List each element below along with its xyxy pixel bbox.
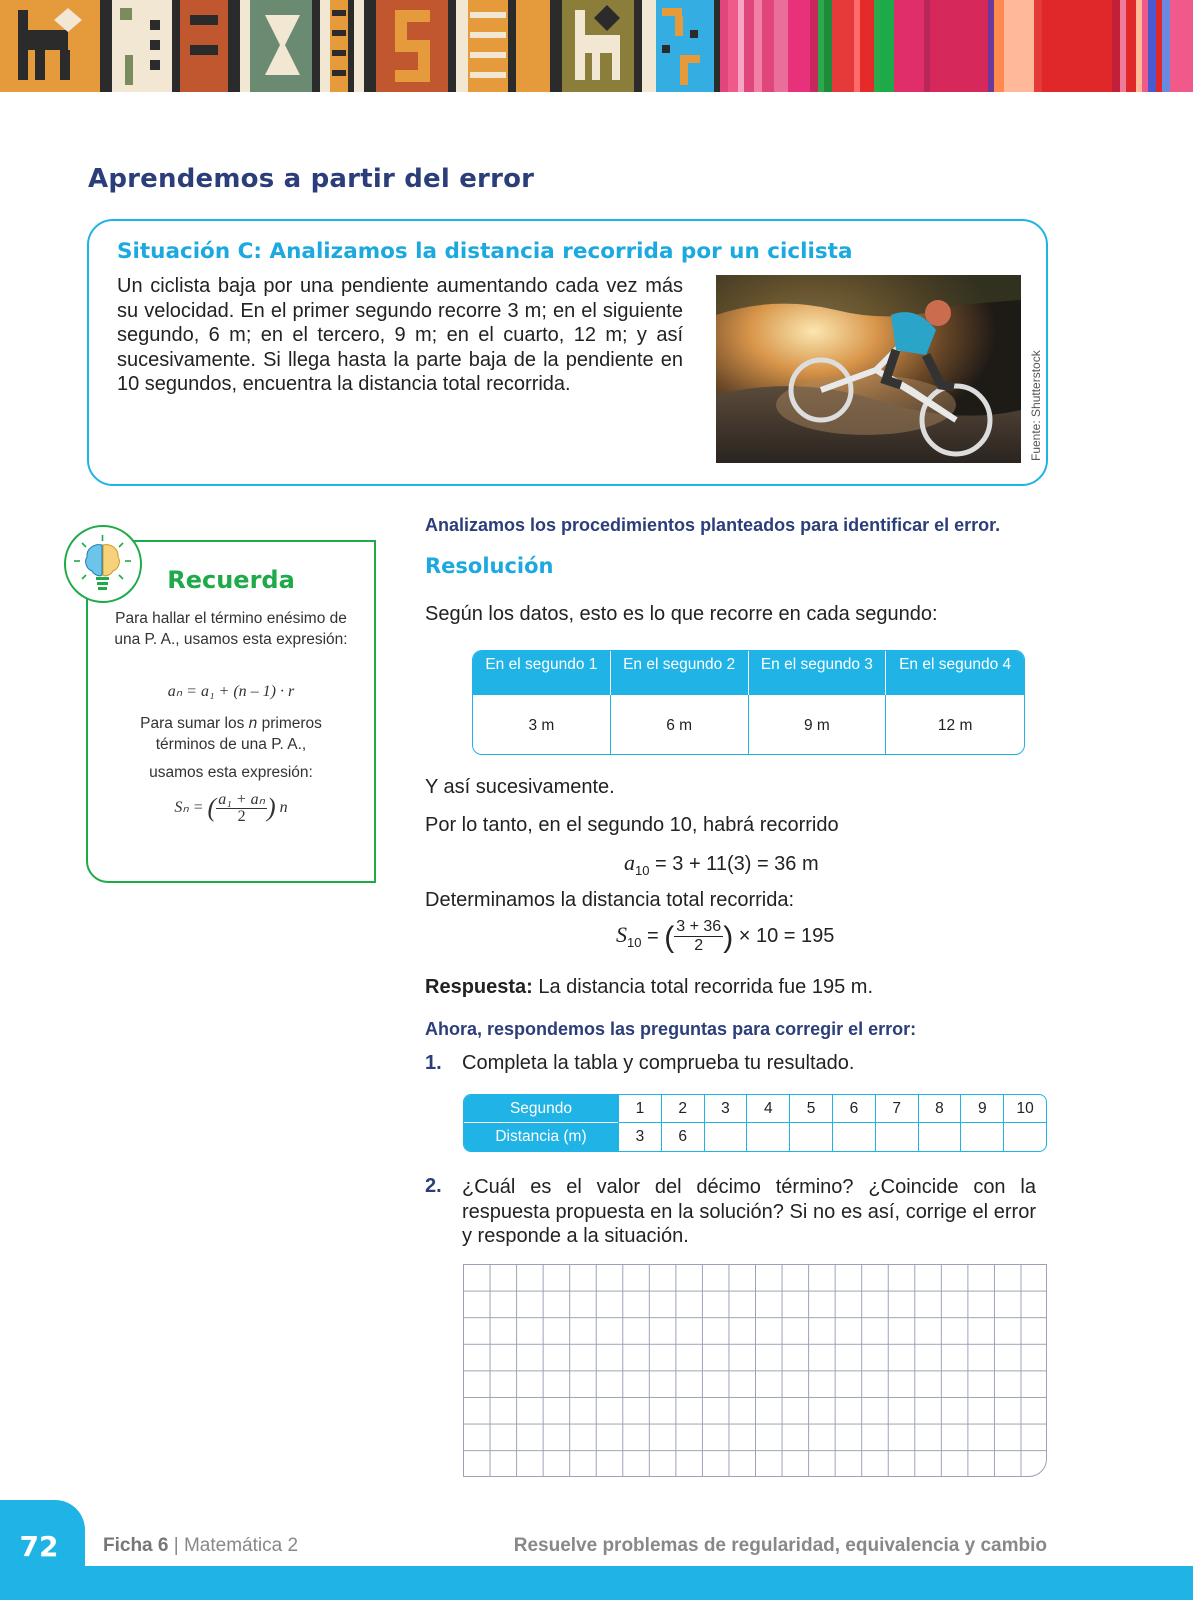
table-cell: 1 (618, 1095, 661, 1123)
equation-a10: $a_{10} = 3 + 11(3) = 36$ m (624, 850, 819, 878)
textile-pattern-image (0, 0, 1193, 92)
photo-credit: Fuente: Shutterstock (1029, 350, 1043, 461)
formula-sum: Sₙ = ( $\frac{\text{a₁ + aₙ}}{2}$ ) n (174, 791, 288, 825)
table-cell: 8 (918, 1095, 961, 1123)
row-label-segundo: Segundo (464, 1095, 618, 1123)
footer-bar (0, 1566, 1193, 1600)
recuerda-text-sum: Para sumar los n primeros términos de una P. A., (140, 715, 322, 753)
table-cell: 3 m (473, 695, 611, 754)
recuerda-text-nth-term: Para hallar el término enésimo de una P. A., usamos esta expresión: (114, 610, 348, 648)
blank-answer-cell[interactable] (918, 1123, 961, 1151)
footer-ficha: Ficha 6 | Matemática 2 (103, 1535, 299, 1556)
segment-distance-table (472, 650, 1025, 755)
recuerda-text-expression: usamos esta expresión: (149, 764, 313, 781)
blank-answer-cell[interactable] (789, 1123, 832, 1151)
line-therefore: Por lo tanto, en el segundo 10, habrá recorrido (425, 814, 839, 836)
page-number: 72 (19, 1530, 59, 1563)
answer-grid-area[interactable] (463, 1264, 1047, 1477)
complete-table (463, 1094, 1047, 1152)
table-header: En el segundo 1 (473, 651, 611, 695)
table-cell: 6 (661, 1123, 704, 1151)
answer-line: Respuesta: La distancia total recorrida fue 195 m. (425, 976, 873, 998)
table-cell: 6 m (611, 695, 749, 754)
analysis-intro: Analizamos los procedimientos planteados para identificar el error. (425, 515, 1001, 535)
table-cell: 6 (832, 1095, 875, 1123)
question-2-text: ¿Cuál es el valor del décimo término? ¿Coincide con la respuesta propuesta en la solución? Si no es así, corrige el error y responde a la situación. (462, 1176, 1036, 1248)
brain-lightbulb-icon (64, 525, 142, 603)
situation-title: Situación C: Analizamos la distancia recorrida por un ciclista (117, 239, 853, 264)
equation-s10: $S_{10}$ = ( $\frac{3 + 36}{2}$ ) × 10 = 195 (616, 918, 835, 954)
question-number: 1. (425, 1052, 442, 1074)
blank-answer-cell[interactable] (875, 1123, 918, 1151)
blank-answer-cell[interactable] (1003, 1123, 1046, 1151)
table-cell: 10 (1003, 1095, 1046, 1123)
table-header: En el segundo 2 (611, 651, 749, 695)
question-1-text: Completa la tabla y comprueba tu resultado. (462, 1052, 855, 1074)
table-cell: 2 (661, 1095, 704, 1123)
decorative-textile-banner (0, 0, 1193, 92)
blank-answer-cell[interactable] (960, 1123, 1003, 1151)
table-cell: 12 m (937, 717, 973, 734)
data-line: Según los datos, esto es lo que recorre en cada segundo: (425, 603, 938, 625)
table-cell: 4 (746, 1095, 789, 1123)
question-number: 2. (425, 1175, 442, 1197)
table-cell: 3 (704, 1095, 747, 1123)
cyclist-photo (716, 275, 1021, 463)
table-header: En el segundo 3 (749, 651, 887, 695)
resolution-title: Resolución (425, 554, 554, 578)
footer-competency: Resuelve problemas de regularidad, equivalencia y cambio (513, 1535, 1047, 1556)
situation-box (87, 219, 1048, 486)
situation-text: Un ciclista baja por una pendiente aumentando cada vez más su velocidad. En el primer segundo recorre 3 m; en el siguiente segundo, 6 m; en el tercero, 9 m; en el cuarto, 12 m; y así sucesivamente. Si llega hasta la parte baja de la pendiente en 10 segundos, encuentra la distancia total recorrida. (117, 275, 683, 396)
blank-answer-cell[interactable] (746, 1123, 789, 1151)
section-title: Aprendemos a partir del error (88, 164, 535, 194)
table-cell: 9 (960, 1095, 1003, 1123)
blank-answer-cell[interactable] (832, 1123, 875, 1151)
blank-answer-cell[interactable] (704, 1123, 747, 1151)
table-header: En el segundo 4 (886, 651, 1024, 695)
recuerda-title: Recuerda (167, 566, 295, 594)
line-total: Determinamos la distancia total recorrida: (425, 889, 795, 911)
line-successively: Y así sucesivamente. (425, 776, 615, 798)
row-label-distancia: Distancia (m) (464, 1123, 618, 1151)
table-cell: 7 (875, 1095, 918, 1123)
table-cell: 3 (618, 1123, 661, 1151)
formula-nth-term: aₙ = a₁ + (n – 1) · r (167, 683, 295, 700)
correction-intro: Ahora, respondemos las preguntas para corregir el error: (425, 1019, 917, 1039)
table-cell: 5 (789, 1095, 832, 1123)
table-cell: 9 m (749, 695, 887, 754)
